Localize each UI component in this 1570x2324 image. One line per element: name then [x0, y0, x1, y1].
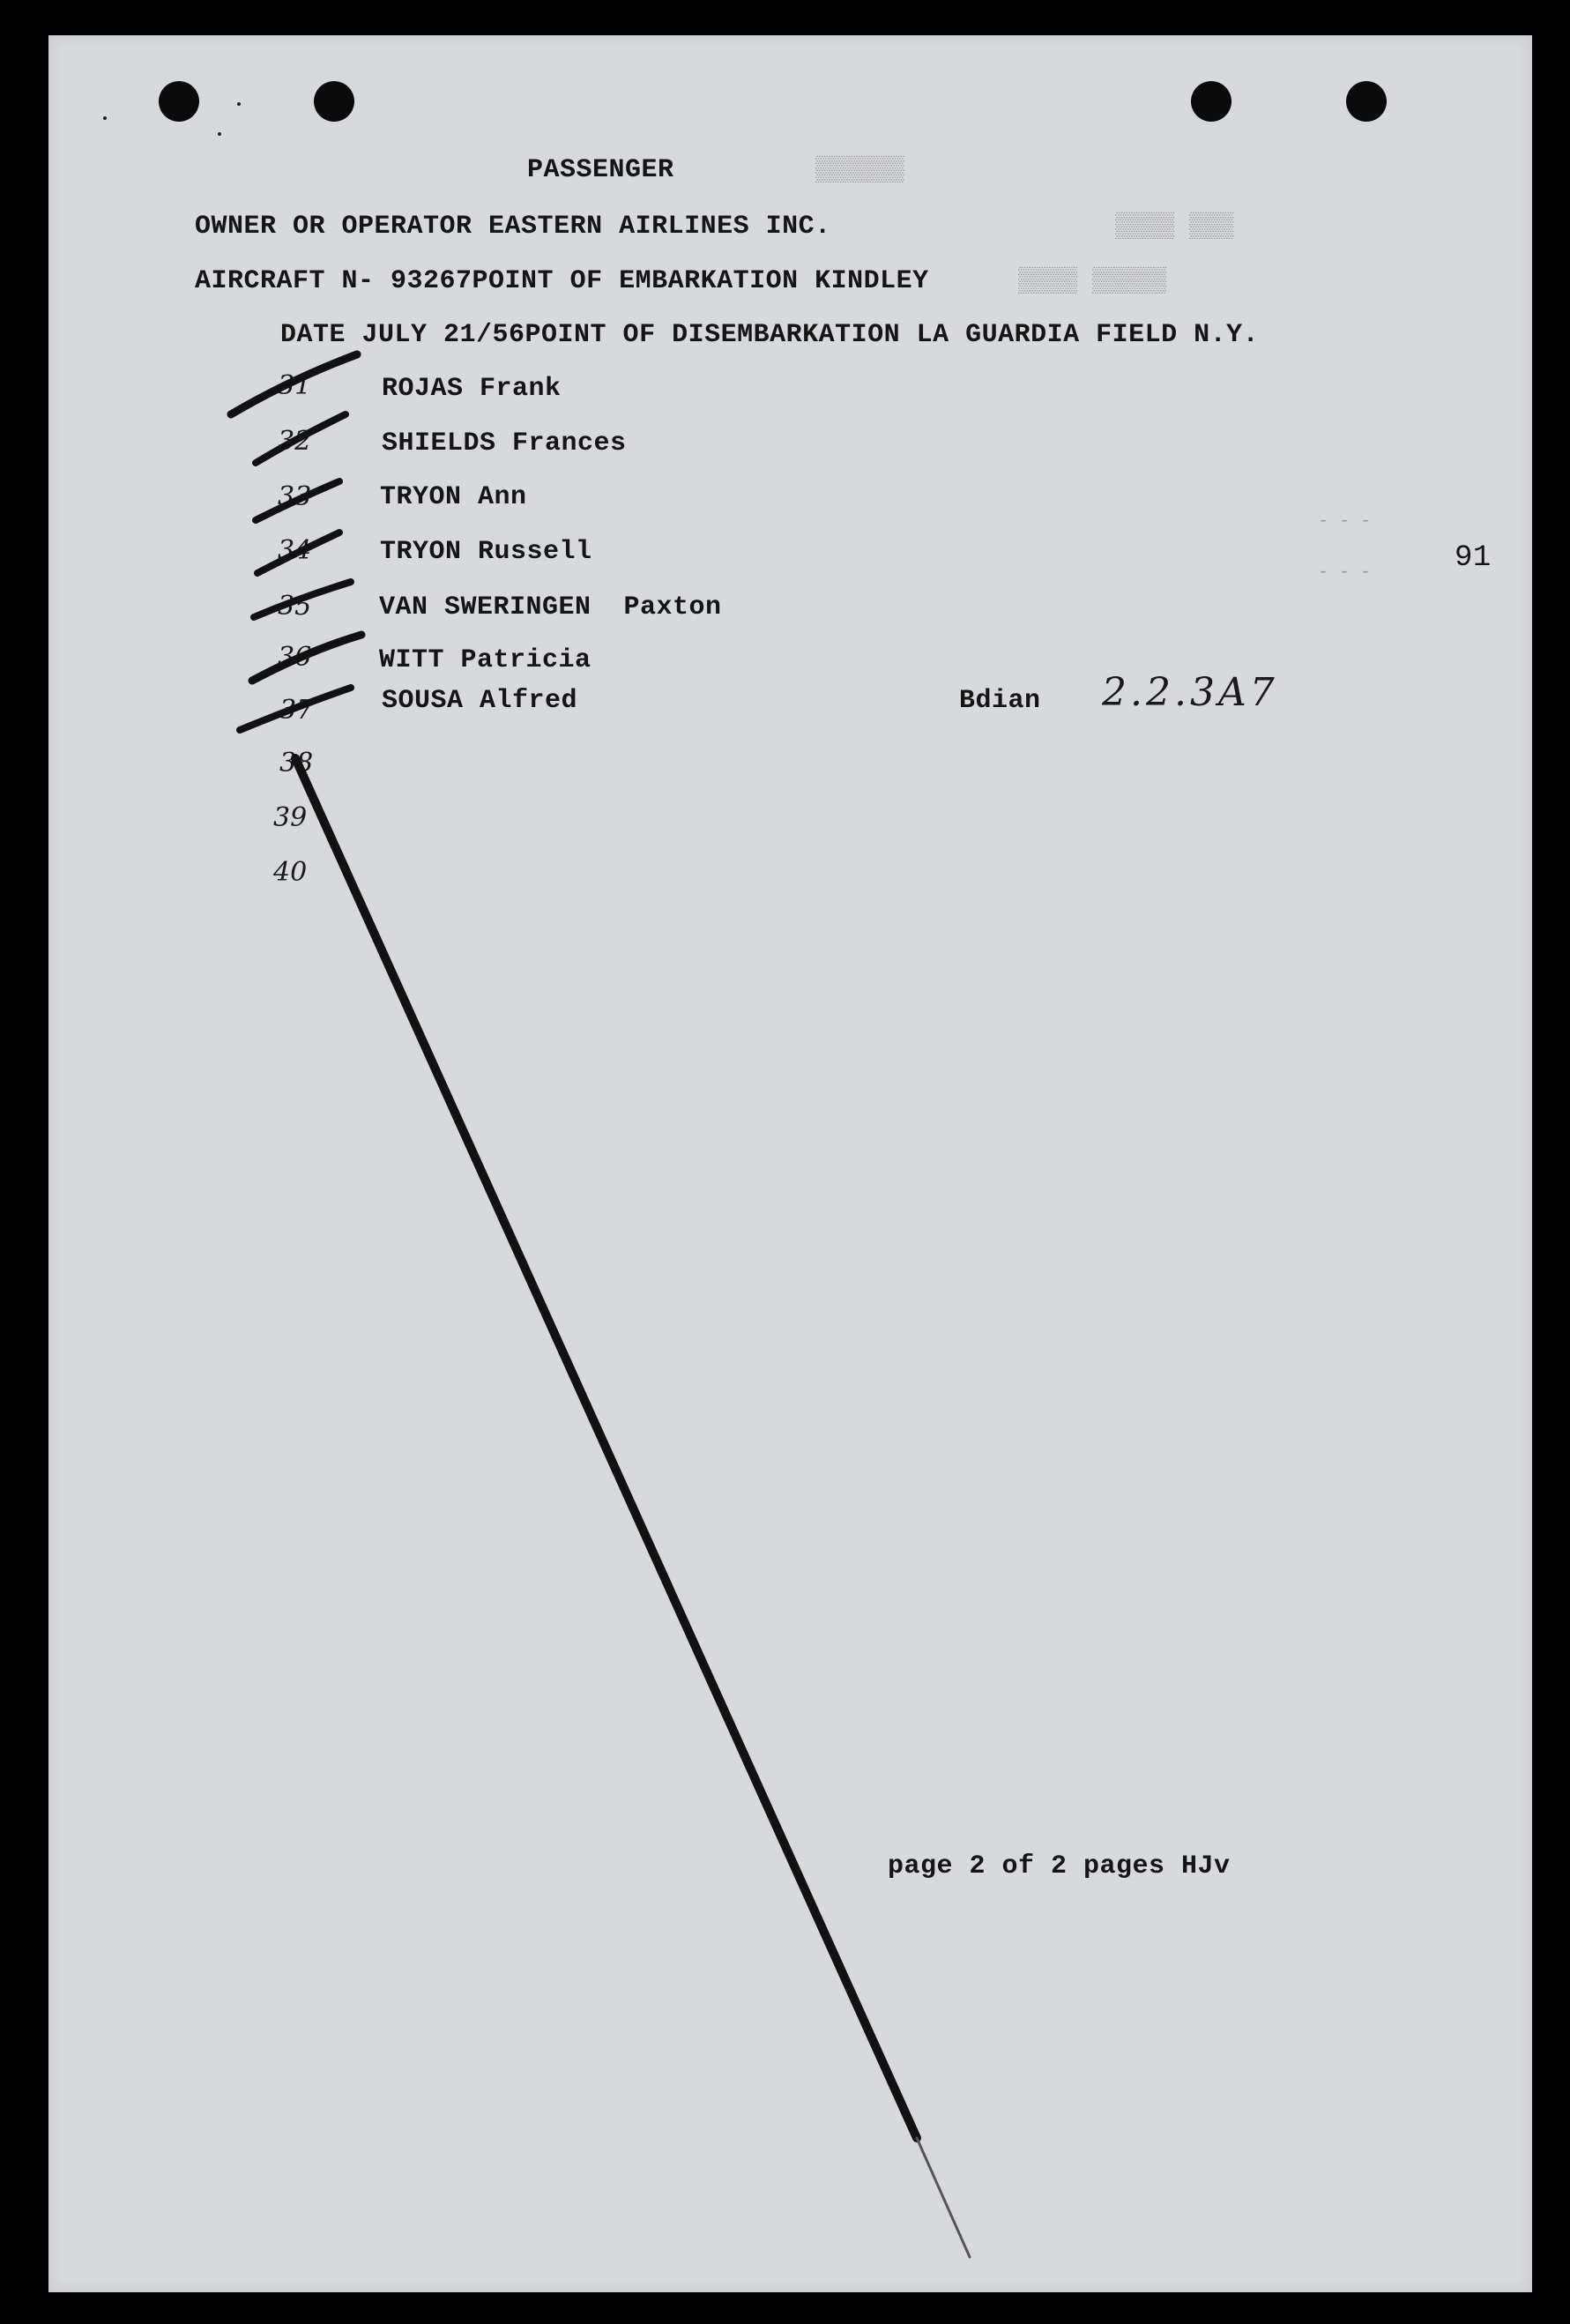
- owner-operator-line: OWNER OR OPERATOR EASTERN AIRLINES INC.: [195, 212, 831, 242]
- faded-mark: ‐ ‐ ‐: [1318, 511, 1372, 532]
- speck: [103, 116, 107, 120]
- passenger-name: VAN SWERINGEN Paxton: [379, 592, 722, 622]
- punch-hole: [314, 81, 354, 122]
- margin-number: 91: [1455, 541, 1492, 575]
- passenger-name: WITT Patricia: [379, 645, 592, 675]
- row-number: 40: [273, 857, 308, 888]
- faded-text: ▒▒▒▒ ▒▒▒▒▒: [1018, 268, 1167, 295]
- annotation-code: 2.2.3A7: [1102, 670, 1278, 715]
- annotation-label: Bdian: [959, 686, 1041, 716]
- document-title: PASSENGER: [527, 155, 674, 185]
- document-sheet: [48, 35, 1532, 2292]
- punch-hole: [1191, 81, 1231, 122]
- row-number: 37: [279, 695, 314, 726]
- row-number: 38: [279, 748, 314, 778]
- date-disembarkation-line: DATE JULY 21/56POINT OF DISEMBARKATION LA GUARDIA FIELD N.Y.: [280, 320, 1260, 350]
- speck: [237, 102, 241, 106]
- passenger-name: SOUSA Alfred: [382, 686, 578, 716]
- passenger-name: SHIELDS Frances: [382, 428, 627, 458]
- row-number: 35: [278, 591, 312, 622]
- row-number: 31: [278, 370, 312, 401]
- faded-text: ▒▒▒▒▒▒: [815, 157, 904, 184]
- row-number: 34: [278, 535, 312, 566]
- speck: [218, 132, 221, 136]
- punch-hole: [159, 81, 199, 122]
- passenger-name: TRYON Russell: [380, 537, 592, 567]
- punch-hole: [1346, 81, 1387, 122]
- passenger-name: ROJAS Frank: [382, 374, 562, 404]
- faded-text: ▒▒▒▒ ▒▒▒: [1115, 213, 1234, 241]
- passenger-name: TRYON Ann: [380, 482, 527, 512]
- faded-mark: ‐ ‐ ‐: [1318, 562, 1372, 583]
- row-number: 39: [273, 802, 308, 833]
- aircraft-embarkation-line: AIRCRAFT N- 93267POINT OF EMBARKATION KINDLEY: [195, 266, 929, 296]
- row-number: 32: [278, 426, 312, 457]
- page-footer: page 2 of 2 pages HJv: [888, 1851, 1231, 1881]
- row-number: 36: [278, 642, 312, 673]
- row-number: 33: [278, 481, 312, 512]
